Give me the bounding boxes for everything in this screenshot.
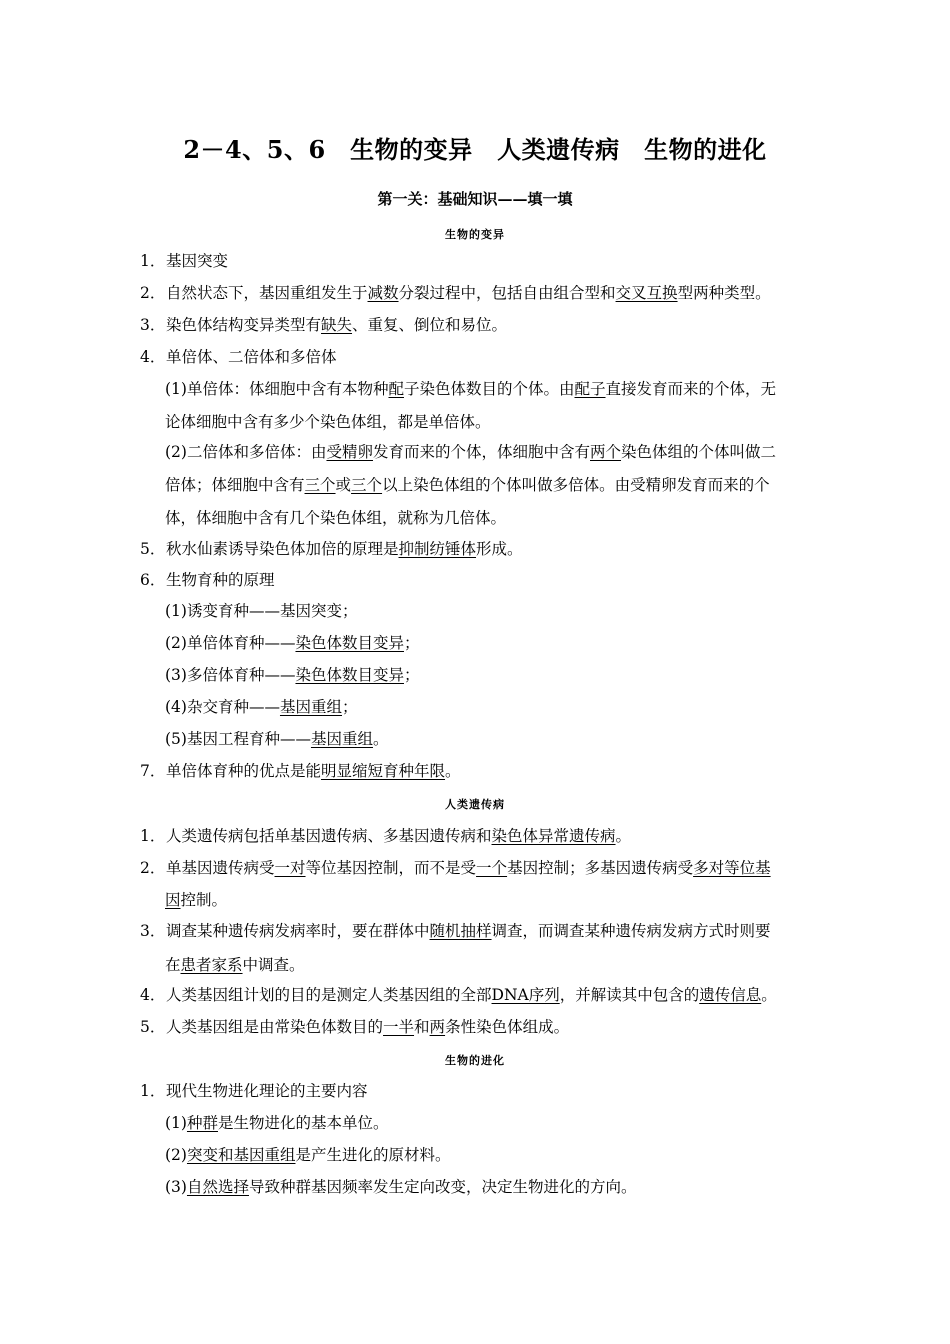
answer-blank: 三个: [351, 476, 383, 494]
text-line: [140, 761, 461, 781]
line-text: (2)单倍体育种——: [165, 634, 296, 652]
line-text: 调查某种遗传病发病率时，要在群体中: [166, 922, 430, 940]
line-text: (5)基因工程育种——: [165, 730, 311, 748]
text-line: [140, 1081, 368, 1101]
section-heading-variation: 生物的变异: [445, 228, 505, 241]
line-text: 现代生物进化理论的主要内容: [166, 1082, 368, 1100]
item-number: 4．: [140, 986, 166, 1004]
line-text: (3)多倍体育种——: [165, 666, 296, 684]
text-line: [165, 1145, 451, 1165]
answer-blank: 抑制纺锤体: [398, 540, 477, 558]
answer-blank: 减数: [367, 284, 399, 302]
page-title: 2－4、5、6 生物的变异 人类遗传病 生物的进化: [183, 135, 767, 164]
text-line: [140, 826, 631, 846]
line-text: 基因突变: [166, 252, 229, 270]
text-line: [165, 1177, 637, 1197]
line-text: (1)诱变育种——基因突变；: [165, 602, 358, 620]
line-text: 人类基因组计划的目的是测定人类基因组的全部: [166, 986, 492, 1004]
line-text: (3): [165, 1178, 187, 1196]
text-line: [140, 251, 228, 271]
item-number: 1．: [140, 827, 166, 845]
answer-blank: 随机抽样: [429, 922, 492, 940]
line-text: 以上染色体组的个体叫做多倍体。由受精卵发育而来的个: [382, 476, 770, 494]
line-text: 条性染色体组成。: [445, 1018, 570, 1036]
text-line: [165, 890, 227, 910]
line-text: (1)单倍体：体细胞中含有本物种: [165, 380, 389, 398]
line-text: 人类基因组是由常染色体数目的: [166, 1018, 384, 1036]
answer-blank: 基因重组: [279, 698, 342, 716]
line-text: 生物育种的原理: [166, 571, 275, 589]
answer-blank: 一对: [274, 859, 306, 877]
text-line: [165, 412, 491, 432]
line-text: 调查，而调查某种遗传病发病方式时则要: [491, 922, 771, 940]
text-line: [140, 858, 771, 878]
answer-blank: 患者家系: [180, 956, 243, 974]
answer-blank: 种群: [186, 1114, 218, 1132]
text-line: [140, 985, 777, 1005]
line-text: 是产生进化的原材料。: [295, 1146, 451, 1164]
answer-blank: 染色体异常遗传病: [491, 827, 616, 845]
line-text: (2): [165, 1146, 187, 1164]
line-text: 自然状态下，基因重组发生于: [166, 284, 368, 302]
answer-blank: 因: [165, 891, 181, 909]
answer-blank: 基因重组: [310, 730, 373, 748]
line-text: (4)杂交育种——: [165, 698, 280, 716]
line-text: 形成。: [476, 540, 523, 558]
text-line: [165, 442, 776, 462]
item-number: 3．: [140, 922, 166, 940]
item-number: 6．: [140, 571, 166, 589]
line-text: 是生物进化的基本单位。: [217, 1114, 389, 1132]
text-line: [165, 601, 357, 621]
line-text: 染色体组的个体叫做二: [621, 443, 777, 461]
item-number: 1．: [140, 252, 166, 270]
answer-blank: 一个: [476, 859, 508, 877]
section-heading-disease: 人类遗传病: [445, 798, 505, 811]
line-text: 控制。: [180, 891, 228, 909]
text-line: [140, 921, 771, 941]
line-text: 子染色体数目的个体。由: [403, 380, 575, 398]
answer-blank: 受精卵: [326, 443, 373, 461]
line-text: ；: [341, 698, 358, 716]
line-text: 型两种类型。: [677, 284, 771, 302]
answer-blank: 遗传信息: [699, 986, 762, 1004]
line-text: 中调查。: [242, 956, 305, 974]
text-line: [140, 283, 771, 303]
line-text: 秋水仙素诱导染色体加倍的原理是: [166, 540, 399, 558]
item-number: 7．: [140, 762, 166, 780]
line-text: 染色体结构变异类型有: [166, 316, 322, 334]
text-line: [165, 729, 389, 749]
item-number: 5．: [140, 1018, 166, 1036]
text-line: [165, 697, 358, 717]
section-heading-evolution: 生物的进化: [445, 1054, 505, 1067]
text-line: [140, 347, 337, 367]
item-number: 5．: [140, 540, 166, 558]
line-text: (1): [165, 1114, 187, 1132]
item-number: 1．: [140, 1082, 166, 1100]
line-text: 。: [445, 762, 461, 780]
text-line: [165, 475, 770, 495]
line-text: 单倍体育种的优点是能: [166, 762, 322, 780]
answer-blank: 突变和基因重组: [186, 1146, 296, 1164]
answer-blank: 配: [388, 380, 404, 398]
line-text: 单基因遗传病受: [166, 859, 275, 877]
line-text: 等位基因控制，而不是受: [305, 859, 477, 877]
line-text: 论体细胞中含有多少个染色体组，都是单倍体。: [165, 413, 491, 431]
line-text: 分裂过程中，包括自由组合型和: [398, 284, 616, 302]
answer-blank: 交叉互换: [615, 284, 678, 302]
line-text: 单倍体、二倍体和多倍体: [166, 348, 337, 366]
text-line: [165, 955, 305, 975]
line-text: 、重复、倒位和易位。: [352, 316, 508, 334]
line-text: 人类遗传病包括单基因遗传病、多基因遗传病和: [166, 827, 492, 845]
line-text: 发育而来的个体，体细胞中含有: [372, 443, 590, 461]
line-text: 。: [761, 986, 777, 1004]
answer-blank: 两: [429, 1018, 446, 1036]
answer-blank: 染色体数目变异: [295, 634, 404, 652]
text-line: [165, 1113, 389, 1133]
line-text: ；: [403, 634, 420, 652]
text-line: [165, 379, 776, 399]
item-number: 4．: [140, 348, 166, 366]
page-subtitle: 第一关：基础知识——填一填: [377, 190, 573, 208]
line-text: 倍体；体细胞中含有: [165, 476, 305, 494]
line-text: (2)二倍体和多倍体：由: [165, 443, 327, 461]
answer-blank: 染色体数目变异: [295, 666, 404, 684]
line-text: 或: [335, 476, 352, 494]
line-text: 直接发育而来的个体，无: [605, 380, 777, 398]
line-text: 体，体细胞中含有几个染色体组，就称为几倍体。: [165, 509, 507, 527]
answer-blank: 三个: [304, 476, 336, 494]
text-line: [165, 508, 506, 528]
line-text: ，并解读其中包含的: [559, 986, 700, 1004]
line-text: 。: [372, 730, 389, 748]
text-line: [140, 315, 507, 335]
answer-blank: DNA序列: [491, 986, 560, 1004]
answer-blank: 多对等位基: [693, 859, 771, 877]
line-text: 基因控制；多基因遗传病受: [507, 859, 694, 877]
answer-blank: 配子: [574, 380, 606, 398]
text-line: [165, 633, 420, 653]
line-text: 导致种群基因频率发生定向改变，决定生物进化的方向。: [248, 1178, 637, 1196]
item-number: 2．: [140, 859, 166, 877]
text-line: [140, 539, 523, 559]
answer-blank: 两个: [590, 443, 622, 461]
answer-blank: 明显缩短育种年限: [321, 762, 446, 780]
text-line: [165, 665, 420, 685]
line-text: 在: [165, 956, 181, 974]
line-text: 。: [615, 827, 632, 845]
item-number: 3．: [140, 316, 166, 334]
line-text: ；: [403, 666, 420, 684]
answer-blank: 自然选择: [186, 1178, 249, 1196]
text-line: [140, 1017, 569, 1037]
answer-blank: 一半: [383, 1018, 415, 1036]
answer-blank: 缺失: [321, 316, 353, 334]
line-text: 和: [414, 1018, 430, 1036]
text-line: [140, 570, 275, 590]
item-number: 2．: [140, 284, 166, 302]
